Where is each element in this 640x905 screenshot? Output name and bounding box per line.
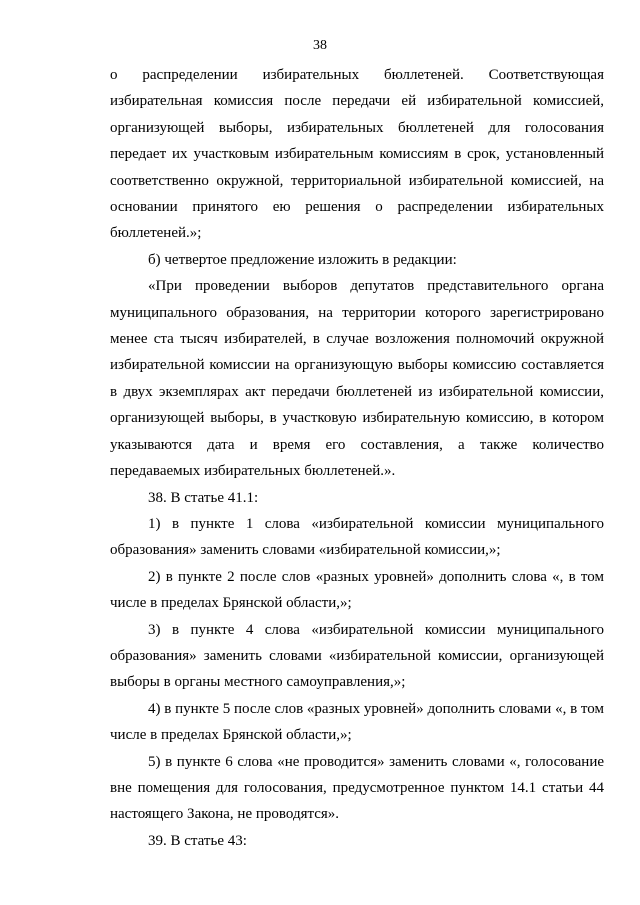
- paragraph: о распределении избирательных бюллетеней. Соответствующая избирательная комиссия после передачи ей избирательной комиссией, организующей выборы, избирательных бюллетеней для голосования передает их участковым избирательным комиссиям в срок, установленный соответственно окружной, территориальной избирательной комиссией, на основании принятого ею решения о распределении избирательных бюллетеней.»;: [110, 67, 604, 242]
- paragraph: б) четвертое предложение изложить в редакции:: [148, 251, 457, 268]
- paragraph: 4) в пункте 5 после слов «разных уровней» дополнить словами «, в том числе в пределах Брянской области,»;: [110, 700, 604, 744]
- document-body: [110, 62, 604, 854]
- page-number: 38: [313, 38, 327, 53]
- paragraph: 5) в пункте 6 слова «не проводится» заменить словами «, голосование вне помещения для голосования, предусмотренное пунктом 14.1 статьи 44 настоящего Закона, не проводятся».: [110, 753, 604, 823]
- paragraph: «При проведении выборов депутатов представительного органа муниципального образования, на территории которого зарегистрировано менее ста тысяч избирателей, в случае возложения полномочий окружной избирательной комиссии на организующую выборы комиссию составляется в двух экземплярах акт передачи бюллетеней из избирательной комиссии, организующей выборы, в участковую избирательную комиссию, в котором указываются дата и время его составления, а также количество передаваемых избирательных бюллетеней.».: [110, 278, 604, 480]
- paragraph: 39. В статье 43:: [148, 832, 247, 849]
- paragraph: 3) в пункте 4 слова «избирательной комиссии муниципального образования» заменить словами «избирательной комиссии, организующей выборы в органы местного самоуправления,»;: [110, 621, 604, 691]
- paragraph: 1) в пункте 1 слова «избирательной комиссии муниципального образования» заменить словами «избирательной комиссии,»;: [110, 515, 604, 559]
- paragraph: 38. В статье 41.1:: [148, 489, 259, 506]
- paragraph: 2) в пункте 2 после слов «разных уровней» дополнить слова «, в том числе в пределах Брянской области,»;: [110, 568, 604, 612]
